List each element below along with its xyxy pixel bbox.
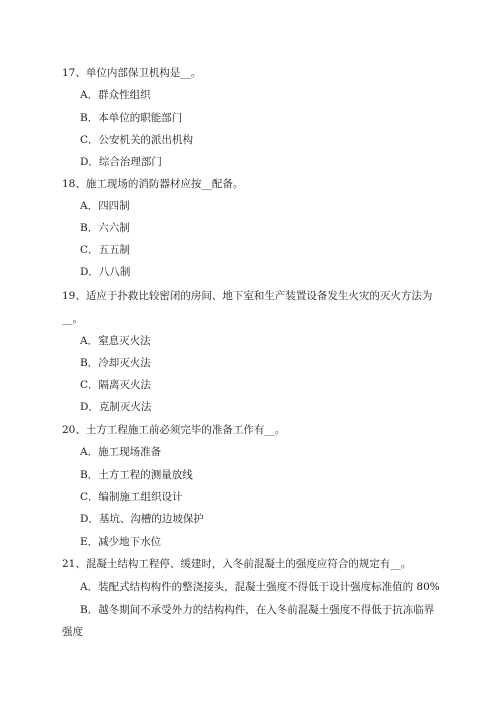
question-20-option-b: B．土方工程的测量放线 bbox=[80, 469, 193, 481]
question-20-option-d: D．基坑、沟槽的边坡保护 bbox=[80, 513, 204, 525]
question-20-stem: 20、土方工程施工前必须完毕的准备工作有__。 bbox=[62, 424, 286, 436]
question-20-option-a: A．施工现场准备 bbox=[80, 446, 162, 458]
question-20-option-e: E．减少地下水位 bbox=[80, 536, 162, 548]
question-21-option-a: A．装配式结构构件的整浇接头，混凝土强度不得低于设计强度标准值的 80% bbox=[80, 581, 440, 593]
question-17-option-b: B．本单位的职能部门 bbox=[80, 112, 183, 124]
question-17-stem: 17、单位内部保卫机构是__。 bbox=[62, 67, 202, 79]
question-18-stem: 18、施工现场的消防器材应按__配备。 bbox=[62, 178, 244, 190]
question-18-option-c: C．五五制 bbox=[80, 244, 131, 256]
question-19-stem-continuation: __。 bbox=[62, 313, 83, 325]
question-19-option-c: C．隔离灭火法 bbox=[80, 379, 152, 391]
question-20-option-c: C．编制施工组织设计 bbox=[80, 491, 183, 503]
question-21-stem: 21、混凝土结构工程停、缓建时，入冬前混凝土的强度应符合的规定有__。 bbox=[62, 558, 412, 570]
question-18-option-a: A．四四制 bbox=[80, 200, 130, 212]
question-21-option-b: B．越冬期间不承受外力的结构构件，在入冬前混凝土强度不得低于抗冻临界 bbox=[80, 604, 435, 616]
question-18-option-d: D．八八制 bbox=[80, 266, 131, 278]
question-19-option-a: A．窒息灭火法 bbox=[80, 335, 151, 347]
question-18-option-b: B．六六制 bbox=[80, 222, 130, 234]
question-21-option-b-continuation: 强度 bbox=[62, 626, 83, 638]
question-19-option-d: D．克制灭火法 bbox=[80, 401, 152, 413]
question-17-option-d: D．综合治理部门 bbox=[80, 156, 162, 168]
question-19-stem: 19、适应于扑救比较密闭的房间、地下室和生产装置设备发生火灾的灭火方法为 bbox=[62, 290, 433, 302]
question-17-option-c: C．公安机关的派出机构 bbox=[80, 134, 194, 146]
question-17-option-a: A．群众性组织 bbox=[80, 89, 151, 101]
question-19-option-b: B．冷却灭火法 bbox=[80, 357, 151, 369]
